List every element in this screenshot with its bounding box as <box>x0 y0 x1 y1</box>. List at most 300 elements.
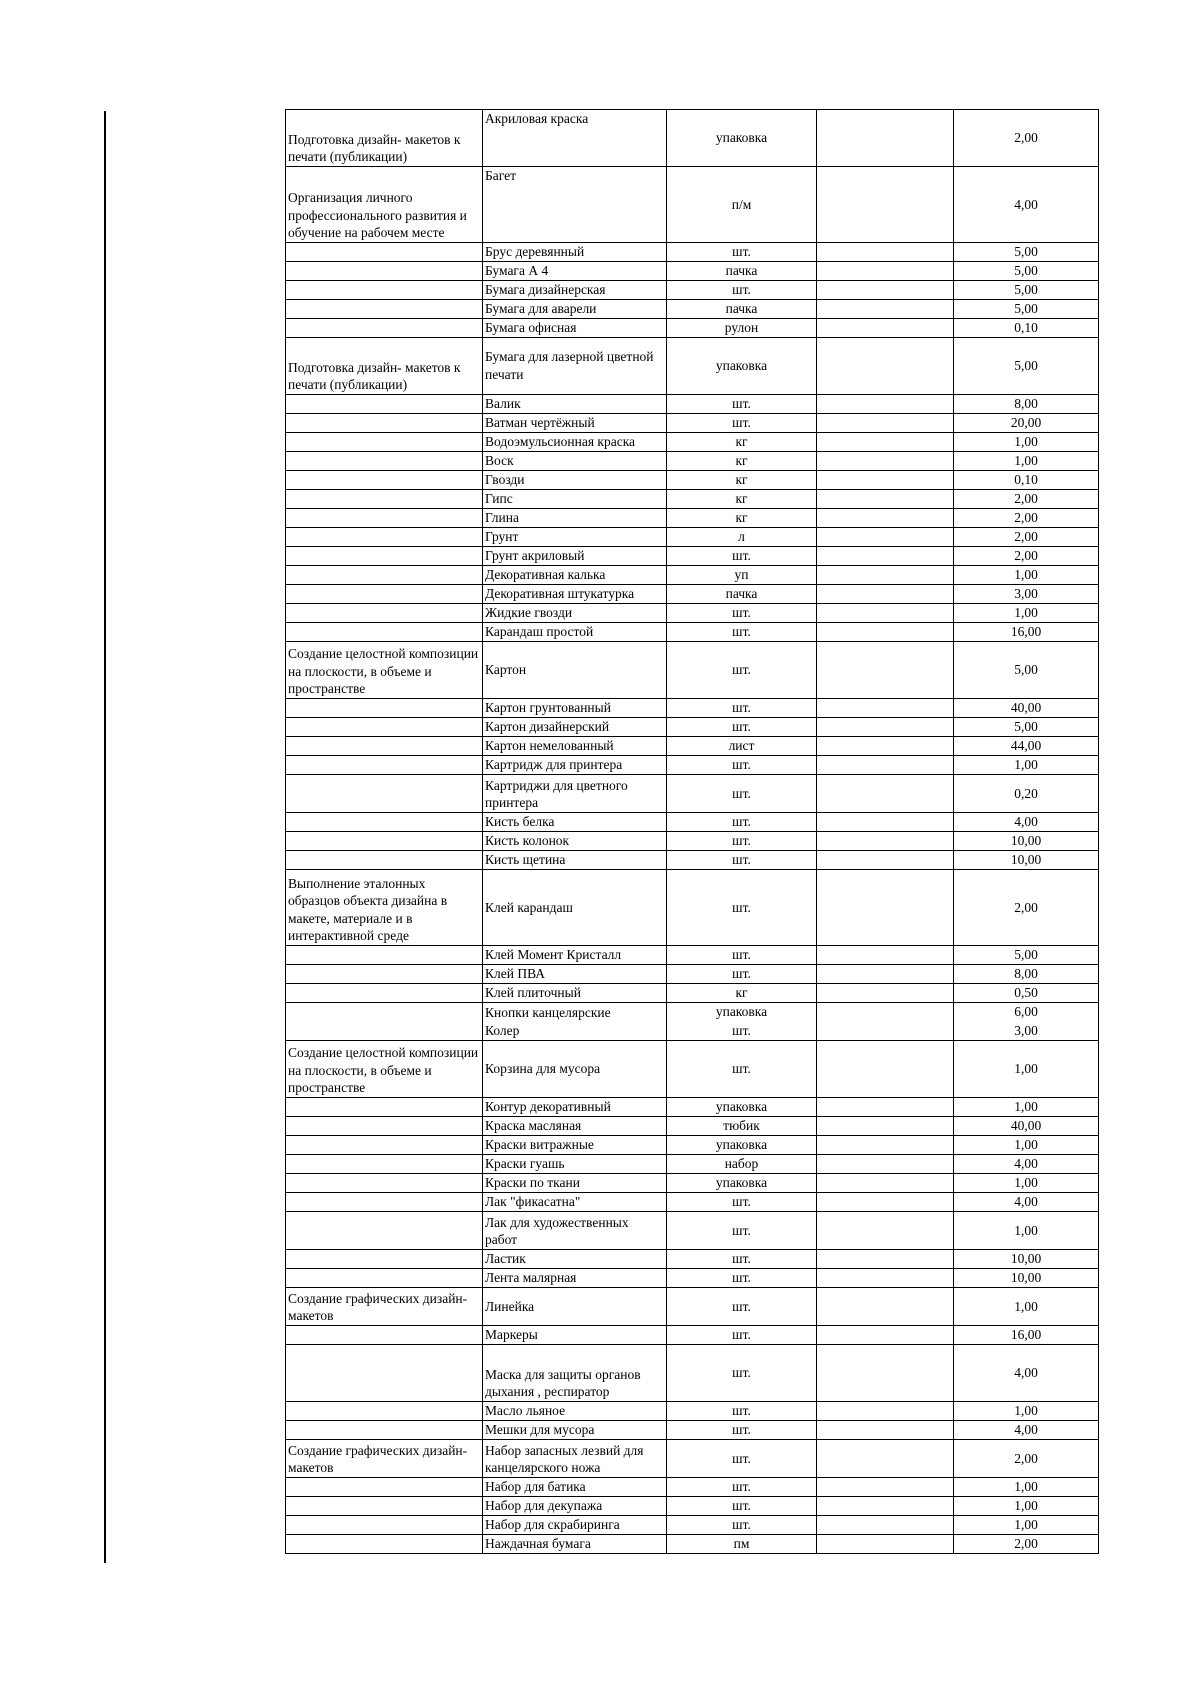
empty-cell <box>817 1535 954 1554</box>
empty-cell <box>817 262 954 281</box>
activity-cell <box>286 832 483 851</box>
quantity-cell: 4,00 <box>954 1421 1099 1440</box>
activity-cell <box>286 604 483 623</box>
material-cell: Картон грунтованный <box>483 699 667 718</box>
empty-cell <box>817 566 954 585</box>
quantity-cell: 5,00 <box>954 281 1099 300</box>
activity-cell <box>286 775 483 813</box>
material-cell: Кисть колонок <box>483 832 667 851</box>
material-cell: Картон дизайнерский <box>483 718 667 737</box>
activity-cell <box>286 1003 483 1022</box>
activity-cell <box>286 1269 483 1288</box>
unit-cell: кг <box>667 490 817 509</box>
unit-cell: шт. <box>667 699 817 718</box>
unit-cell: шт. <box>667 813 817 832</box>
unit-cell: шт. <box>667 1497 817 1516</box>
activity-cell <box>286 1136 483 1155</box>
quantity-cell: 1,00 <box>954 1212 1099 1250</box>
unit-cell: шт. <box>667 965 817 984</box>
activity-cell: Создание целостной композиции на плоскости, в объеме и пространстве <box>286 642 483 699</box>
unit-cell: шт. <box>667 756 817 775</box>
empty-cell <box>817 281 954 300</box>
activity-cell <box>286 433 483 452</box>
table-row <box>286 281 1099 300</box>
empty-cell <box>817 1117 954 1136</box>
unit-cell: шт. <box>667 946 817 965</box>
empty-cell <box>817 1022 954 1041</box>
quantity-cell: 8,00 <box>954 395 1099 414</box>
quantity-cell: 2,00 <box>954 1440 1099 1478</box>
empty-cell <box>817 167 954 243</box>
quantity-cell: 1,00 <box>954 756 1099 775</box>
quantity-cell: 10,00 <box>954 1269 1099 1288</box>
table-row <box>286 167 1099 243</box>
quantity-cell: 5,00 <box>954 946 1099 965</box>
table-row <box>286 1041 1099 1098</box>
table-row <box>286 509 1099 528</box>
quantity-cell: 2,00 <box>954 490 1099 509</box>
table-row <box>286 642 1099 699</box>
quantity-cell: 6,00 <box>954 1003 1099 1022</box>
empty-cell <box>817 471 954 490</box>
unit-cell: пачка <box>667 585 817 604</box>
unit-cell: упаковка <box>667 338 817 395</box>
material-cell: Линейка <box>483 1288 667 1326</box>
quantity-cell: 2,00 <box>954 870 1099 946</box>
unit-cell: шт. <box>667 1193 817 1212</box>
table-row <box>286 395 1099 414</box>
activity-cell <box>286 566 483 585</box>
table-row <box>286 1136 1099 1155</box>
table-row <box>286 414 1099 433</box>
material-cell: Краски по ткани <box>483 1174 667 1193</box>
activity-cell <box>286 509 483 528</box>
table-row <box>286 1345 1099 1402</box>
empty-cell <box>817 585 954 604</box>
unit-cell: тюбик <box>667 1117 817 1136</box>
unit-cell: упаковка <box>667 1174 817 1193</box>
activity-cell <box>286 243 483 262</box>
quantity-cell: 4,00 <box>954 1345 1099 1402</box>
activity-cell <box>286 414 483 433</box>
material-cell: Картридж для принтера <box>483 756 667 775</box>
material-cell: Бумага А 4 <box>483 262 667 281</box>
quantity-cell: 5,00 <box>954 338 1099 395</box>
material-cell: Кнопки канцелярские <box>483 1003 667 1022</box>
activity-cell <box>286 813 483 832</box>
unit-cell: уп <box>667 566 817 585</box>
activity-cell <box>286 965 483 984</box>
unit-cell: пачка <box>667 300 817 319</box>
quantity-cell: 40,00 <box>954 1117 1099 1136</box>
table-row <box>286 1174 1099 1193</box>
empty-cell <box>817 946 954 965</box>
material-cell: Колер <box>483 1022 667 1041</box>
empty-cell <box>817 604 954 623</box>
material-cell: Клей карандаш <box>483 870 667 946</box>
empty-cell <box>817 965 954 984</box>
activity-cell <box>286 471 483 490</box>
quantity-cell: 1,00 <box>954 1098 1099 1117</box>
table-row <box>286 1402 1099 1421</box>
table-row <box>286 110 1099 167</box>
quantity-cell: 1,00 <box>954 604 1099 623</box>
empty-cell <box>817 547 954 566</box>
activity-cell <box>286 1193 483 1212</box>
unit-cell: шт. <box>667 1440 817 1478</box>
activity-cell <box>286 1212 483 1250</box>
empty-cell <box>817 1098 954 1117</box>
empty-cell <box>817 1402 954 1421</box>
activity-cell <box>286 737 483 756</box>
empty-cell <box>817 1155 954 1174</box>
material-cell: Грунт акриловый <box>483 547 667 566</box>
quantity-cell: 5,00 <box>954 243 1099 262</box>
table-row <box>286 1193 1099 1212</box>
unit-cell: шт. <box>667 547 817 566</box>
empty-cell <box>817 1212 954 1250</box>
empty-cell <box>817 1250 954 1269</box>
activity-cell: Создание графических дизайн-макетов <box>286 1440 483 1478</box>
unit-cell: пм <box>667 1535 817 1554</box>
empty-cell <box>817 1003 954 1022</box>
empty-cell <box>817 395 954 414</box>
quantity-cell: 0,20 <box>954 775 1099 813</box>
materials-table <box>285 109 1099 1554</box>
table-row <box>286 433 1099 452</box>
activity-cell <box>286 851 483 870</box>
quantity-cell: 1,00 <box>954 1136 1099 1155</box>
quantity-cell: 0,50 <box>954 984 1099 1003</box>
table-row <box>286 585 1099 604</box>
quantity-cell: 20,00 <box>954 414 1099 433</box>
empty-cell <box>817 1516 954 1535</box>
material-cell: Контур декоративный <box>483 1098 667 1117</box>
unit-cell: шт. <box>667 1022 817 1041</box>
quantity-cell: 5,00 <box>954 718 1099 737</box>
table-row <box>286 832 1099 851</box>
empty-cell <box>817 813 954 832</box>
quantity-cell: 1,00 <box>954 1478 1099 1497</box>
empty-cell <box>817 1288 954 1326</box>
material-cell: Кисть белка <box>483 813 667 832</box>
material-cell: Набор запасных лезвий для канцелярского ножа <box>483 1440 667 1478</box>
unit-cell: рулон <box>667 319 817 338</box>
material-cell: Мешки для мусора <box>483 1421 667 1440</box>
unit-cell: лист <box>667 737 817 756</box>
empty-cell <box>817 1174 954 1193</box>
empty-cell <box>817 1193 954 1212</box>
empty-cell <box>817 528 954 547</box>
material-cell: Клей Момент Кристалл <box>483 946 667 965</box>
quantity-cell: 1,00 <box>954 1516 1099 1535</box>
material-cell: Краска масляная <box>483 1117 667 1136</box>
empty-cell <box>817 699 954 718</box>
unit-cell: л <box>667 528 817 547</box>
activity-cell <box>286 756 483 775</box>
material-cell: Гвозди <box>483 471 667 490</box>
table-row <box>286 851 1099 870</box>
table-row <box>286 1250 1099 1269</box>
empty-cell <box>817 984 954 1003</box>
empty-cell <box>817 110 954 167</box>
quantity-cell: 1,00 <box>954 1174 1099 1193</box>
empty-cell <box>817 1136 954 1155</box>
table-row <box>286 319 1099 338</box>
quantity-cell: 5,00 <box>954 300 1099 319</box>
activity-cell <box>286 319 483 338</box>
table-row <box>286 604 1099 623</box>
quantity-cell: 3,00 <box>954 585 1099 604</box>
quantity-cell: 0,10 <box>954 319 1099 338</box>
empty-cell <box>817 300 954 319</box>
quantity-cell: 2,00 <box>954 528 1099 547</box>
unit-cell: шт. <box>667 718 817 737</box>
material-cell: Гипс <box>483 490 667 509</box>
table-row <box>286 1117 1099 1136</box>
quantity-cell: 16,00 <box>954 1326 1099 1345</box>
material-cell: Декоративная калька <box>483 566 667 585</box>
table-row <box>286 1478 1099 1497</box>
unit-cell: шт. <box>667 642 817 699</box>
table-row <box>286 1440 1099 1478</box>
material-cell: Жидкие гвозди <box>483 604 667 623</box>
activity-cell <box>286 718 483 737</box>
material-cell: Карандаш простой <box>483 623 667 642</box>
activity-cell: Подготовка дизайн- макетов к печати (публикации) <box>286 110 483 167</box>
quantity-cell: 4,00 <box>954 167 1099 243</box>
unit-cell: шт. <box>667 395 817 414</box>
table-row <box>286 1535 1099 1554</box>
quantity-cell: 1,00 <box>954 566 1099 585</box>
unit-cell: шт. <box>667 604 817 623</box>
unit-cell: набор <box>667 1155 817 1174</box>
activity-cell <box>286 528 483 547</box>
material-cell: Корзина для мусора <box>483 1041 667 1098</box>
unit-cell: кг <box>667 984 817 1003</box>
unit-cell: кг <box>667 452 817 471</box>
table-row <box>286 1212 1099 1250</box>
empty-cell <box>817 1497 954 1516</box>
table-row <box>286 1022 1099 1041</box>
material-cell: Грунт <box>483 528 667 547</box>
material-cell: Клей ПВА <box>483 965 667 984</box>
activity-cell <box>286 262 483 281</box>
table-row <box>286 699 1099 718</box>
table-row <box>286 1288 1099 1326</box>
table-row <box>286 1326 1099 1345</box>
activity-cell <box>286 1174 483 1193</box>
activity-cell: Создание графических дизайн-макетов <box>286 1288 483 1326</box>
empty-cell <box>817 775 954 813</box>
activity-cell <box>286 585 483 604</box>
table-row <box>286 452 1099 471</box>
material-cell: Краски витражные <box>483 1136 667 1155</box>
unit-cell: упаковка <box>667 110 817 167</box>
material-cell: Набор для скрабиринга <box>483 1516 667 1535</box>
unit-cell: шт. <box>667 1250 817 1269</box>
empty-cell <box>817 642 954 699</box>
empty-cell <box>817 452 954 471</box>
unit-cell: шт. <box>667 1269 817 1288</box>
material-cell: Ластик <box>483 1250 667 1269</box>
empty-cell <box>817 1269 954 1288</box>
material-cell: Лак для художественных работ <box>483 1212 667 1250</box>
material-cell: Валик <box>483 395 667 414</box>
unit-cell: шт. <box>667 775 817 813</box>
quantity-cell: 1,00 <box>954 433 1099 452</box>
unit-cell: шт. <box>667 1212 817 1250</box>
unit-cell: упаковка <box>667 1136 817 1155</box>
activity-cell <box>286 1155 483 1174</box>
table-row <box>286 1269 1099 1288</box>
empty-cell <box>817 832 954 851</box>
quantity-cell: 2,00 <box>954 1535 1099 1554</box>
empty-cell <box>817 338 954 395</box>
quantity-cell: 1,00 <box>954 1288 1099 1326</box>
unit-cell: кг <box>667 509 817 528</box>
quantity-cell: 4,00 <box>954 1193 1099 1212</box>
quantity-cell: 2,00 <box>954 110 1099 167</box>
activity-cell <box>286 984 483 1003</box>
unit-cell: шт. <box>667 1402 817 1421</box>
empty-cell <box>817 870 954 946</box>
material-cell: Ватман чертёжный <box>483 414 667 433</box>
table-row <box>286 243 1099 262</box>
table-row <box>286 1098 1099 1117</box>
table-row <box>286 528 1099 547</box>
unit-cell: шт. <box>667 832 817 851</box>
material-cell: Бумага офисная <box>483 319 667 338</box>
unit-cell: шт. <box>667 281 817 300</box>
material-cell: Декоративная штукатурка <box>483 585 667 604</box>
activity-cell <box>286 946 483 965</box>
quantity-cell: 16,00 <box>954 623 1099 642</box>
activity-cell <box>286 1326 483 1345</box>
material-cell: Краски гуашь <box>483 1155 667 1174</box>
quantity-cell: 8,00 <box>954 965 1099 984</box>
table-row <box>286 1516 1099 1535</box>
activity-cell: Подготовка дизайн- макетов к печати (публикации) <box>286 338 483 395</box>
quantity-cell: 4,00 <box>954 813 1099 832</box>
table-row <box>286 547 1099 566</box>
material-cell: Лента малярная <box>483 1269 667 1288</box>
activity-cell <box>286 281 483 300</box>
empty-cell <box>817 1440 954 1478</box>
empty-cell <box>817 243 954 262</box>
activity-cell <box>286 1098 483 1117</box>
material-cell: Картриджи для цветного принтера <box>483 775 667 813</box>
unit-cell: шт. <box>667 243 817 262</box>
unit-cell: п/м <box>667 167 817 243</box>
unit-cell: шт. <box>667 1516 817 1535</box>
material-cell: Багет <box>483 167 667 243</box>
empty-cell <box>817 851 954 870</box>
unit-cell: шт. <box>667 1478 817 1497</box>
unit-cell: шт. <box>667 414 817 433</box>
activity-cell: Создание целостной композиции на плоскости, в объеме и пространстве <box>286 1041 483 1098</box>
unit-cell: кг <box>667 433 817 452</box>
activity-cell <box>286 1022 483 1041</box>
quantity-cell: 2,00 <box>954 547 1099 566</box>
table-row <box>286 471 1099 490</box>
material-cell: Бумага для аварели <box>483 300 667 319</box>
table-row <box>286 1421 1099 1440</box>
empty-cell <box>817 1326 954 1345</box>
material-cell: Картон <box>483 642 667 699</box>
material-cell: Воск <box>483 452 667 471</box>
material-cell: Глина <box>483 509 667 528</box>
unit-cell: шт. <box>667 851 817 870</box>
empty-cell <box>817 509 954 528</box>
activity-cell <box>286 395 483 414</box>
activity-cell <box>286 1478 483 1497</box>
material-cell: Маркеры <box>483 1326 667 1345</box>
material-cell: Брус деревянный <box>483 243 667 262</box>
table-row <box>286 566 1099 585</box>
table-row <box>286 490 1099 509</box>
material-cell: Маска для защиты органов дыхания , респиратор <box>483 1345 667 1402</box>
table-row <box>286 984 1099 1003</box>
quantity-cell: 1,00 <box>954 1402 1099 1421</box>
activity-cell <box>286 1535 483 1554</box>
unit-cell: упаковка <box>667 1098 817 1117</box>
table-row <box>286 262 1099 281</box>
unit-cell: шт. <box>667 1288 817 1326</box>
table-row <box>286 1497 1099 1516</box>
activity-cell <box>286 1421 483 1440</box>
empty-cell <box>817 414 954 433</box>
table-row <box>286 623 1099 642</box>
activity-cell <box>286 623 483 642</box>
unit-cell: кг <box>667 471 817 490</box>
activity-cell: Организация личного профессионального развития и обучение на рабочем месте <box>286 167 483 243</box>
quantity-cell: 0,10 <box>954 471 1099 490</box>
material-cell: Кисть щетина <box>483 851 667 870</box>
activity-cell <box>286 547 483 566</box>
empty-cell <box>817 1345 954 1402</box>
activity-cell <box>286 1402 483 1421</box>
empty-cell <box>817 737 954 756</box>
activity-cell <box>286 452 483 471</box>
material-cell: Водоэмульсионная краска <box>483 433 667 452</box>
unit-cell: шт. <box>667 1326 817 1345</box>
quantity-cell: 1,00 <box>954 1041 1099 1098</box>
empty-cell <box>817 490 954 509</box>
quantity-cell: 10,00 <box>954 1250 1099 1269</box>
table-row <box>286 813 1099 832</box>
activity-cell <box>286 490 483 509</box>
material-cell: Бумага для лазерной цветной печати <box>483 338 667 395</box>
quantity-cell: 10,00 <box>954 832 1099 851</box>
table-row <box>286 1155 1099 1174</box>
table-row <box>286 965 1099 984</box>
unit-cell: шт. <box>667 623 817 642</box>
activity-cell <box>286 1516 483 1535</box>
material-cell: Акриловая краска <box>483 110 667 167</box>
table-row <box>286 756 1099 775</box>
activity-cell <box>286 1117 483 1136</box>
quantity-cell: 5,00 <box>954 642 1099 699</box>
unit-cell: пачка <box>667 262 817 281</box>
activity-cell <box>286 699 483 718</box>
table-row <box>286 870 1099 946</box>
material-cell: Лак "фикасатна" <box>483 1193 667 1212</box>
unit-cell: шт. <box>667 1041 817 1098</box>
quantity-cell: 40,00 <box>954 699 1099 718</box>
material-cell: Бумага дизайнерская <box>483 281 667 300</box>
left-margin-line <box>104 111 106 1563</box>
